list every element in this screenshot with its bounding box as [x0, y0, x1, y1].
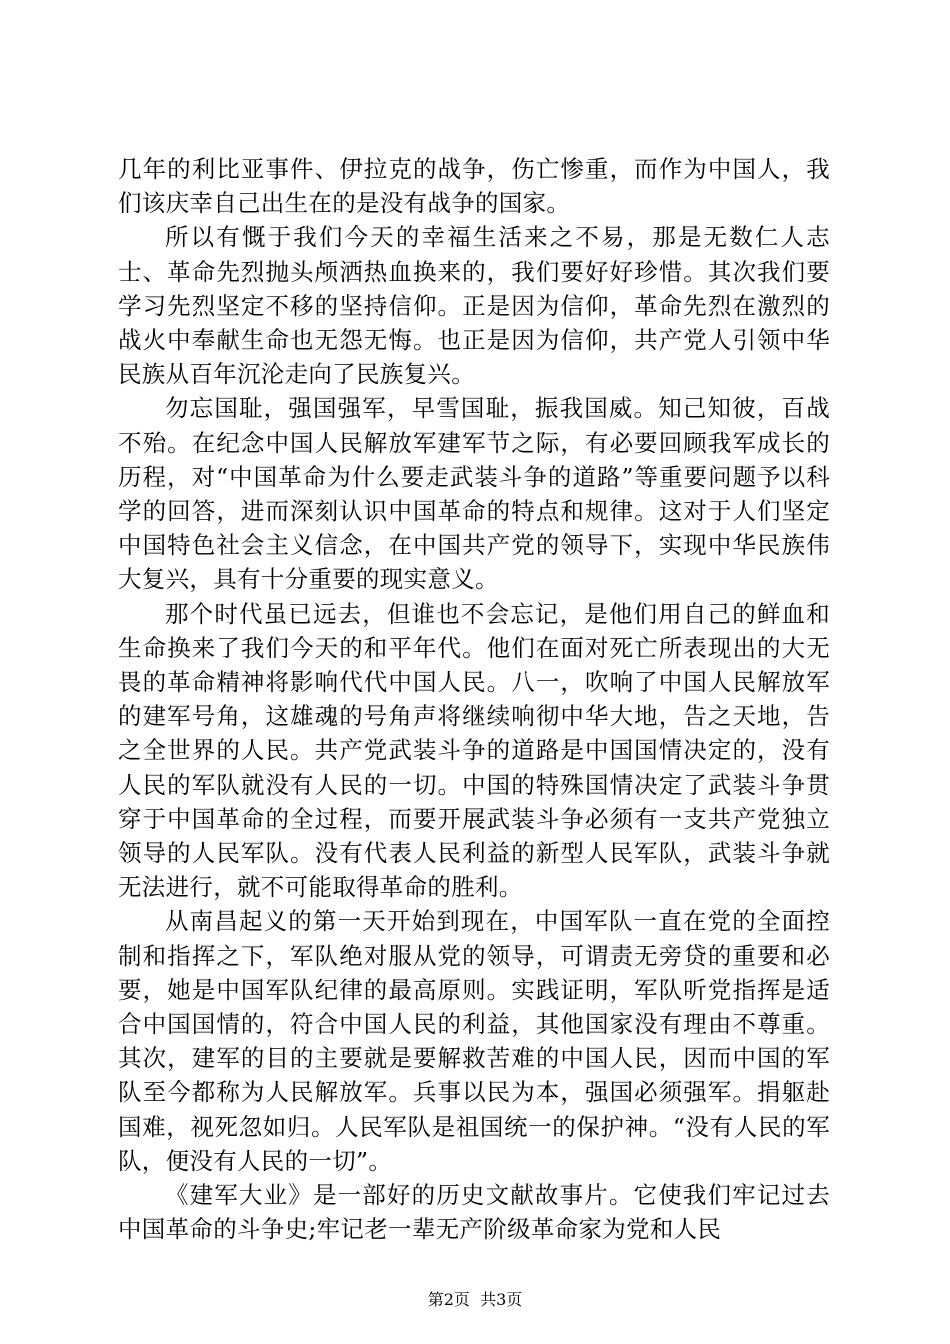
footer-separator [470, 1290, 480, 1309]
paragraph: 那个时代虽已远去，但谁也不会忘记，是他们用自己的鲜血和生命换来了我们今天的和平年代。他们在面对死亡所表现出的大无畏的革命精神将影响代代中国人民。八一，吹响了中国人民解放军的建军号角，这雄魂的号角声将继续响彻中华大地，告之天地，告之全世界的人民。共产党武装斗争的道路是中国国情决定的，没有人民的军队就没有人民的一切。中国的特殊国情决定了武装斗争贯穿于中国革命的全过程，而要开展武装斗争必须有一支共产党独立领导的人民军队。没有代表人民利益的新型人民军队，武装斗争就无法进行，就不可能取得革命的胜利。 [118, 599, 830, 902]
paragraph: 从南昌起义的第一天开始到现在，中国军队一直在党的全面控制和指挥之下，军队绝对服从党的领导，可谓责无旁贷的重要和必要，她是中国军队纪律的最高原则。实践证明，军队听党指挥是适合中国国情的，符合中国人民的利益，其他国家没有理由不尊重。其次，建军的目的主要就是要解救苦难的中国人民，因而中国的军队至今都称为人民解放军。兵事以民为本，强国必须强军。捐躯赴国难，视死忽如归。人民军队是祖国统一的保护神。“没有人民的军队，便没有人民的一切”。 [118, 907, 830, 1175]
page-number: 第2页 [427, 1290, 470, 1309]
page-total: 共3页 [480, 1290, 523, 1309]
paragraph: 勿忘国耻，强国强军，早雪国耻，振我国威。知己知彼，百战不殆。在纪念中国人民解放军建军节之际，有必要回顾我军成长的历程，对“中国革命为什么要走武装斗争的道路”等重要问题予以科学的回答，进而深刻认识中国革命的特点和规律。这对于人们坚定中国特色社会主义信念，在中国共产党的领导下，实现中华民族伟大复兴，具有十分重要的现实意义。 [118, 394, 830, 594]
paragraph: 所以有慨于我们今天的幸福生活来之不易，那是无数仁人志士、革命先烈抛头颅洒热血换来的，我们要好好珍惜。其次我们要学习先烈坚定不移的坚持信仰。正是因为信仰，革命先烈在激烈的战火中奉献生命也无怨无悔。也正是因为信仰，共产党人引领中华民族从百年沉沦走向了民族复兴。 [118, 223, 830, 389]
paragraph-continuation: 几年的利比亚事件、伊拉克的战争，伤亡惨重，而作为中国人，我们该庆幸自己出生在的是没有战争的国家。 [118, 155, 830, 218]
document-body [118, 152, 830, 1247]
paragraph: 《建军大业》是一部好的历史文献故事片。它使我们牢记过去中国革命的斗争史;牢记老一辈无产阶级革命家为党和人民 [118, 1181, 830, 1244]
page-footer [0, 1290, 950, 1310]
